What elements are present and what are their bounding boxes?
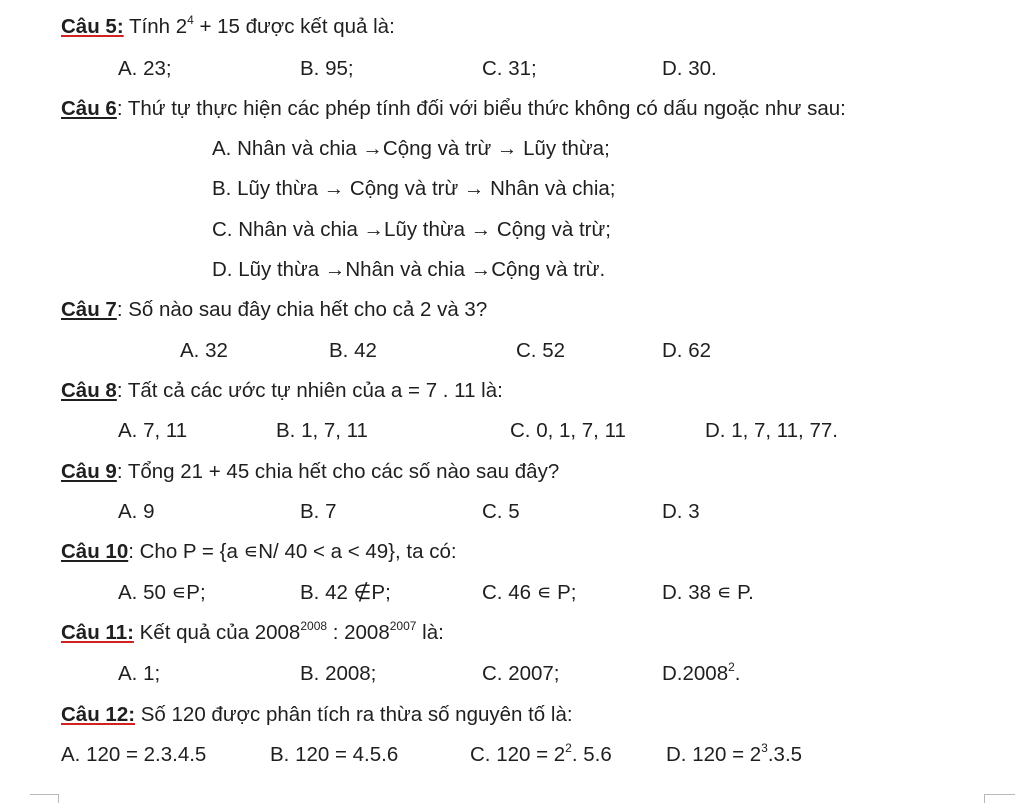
option-text: . 5.6 [571,743,612,766]
question-5 [61,15,395,39]
option-c: C. 5 [482,500,520,523]
option-d: D. 38 ∊ P. [662,581,754,604]
option-a: A. 9 [118,500,155,523]
option-c [470,743,612,767]
option-text: C. 120 = 2 [470,743,566,766]
option-c: C. 46 ∊ P; [482,581,577,604]
option-d: D. 3 [662,500,700,523]
option-a: A. 120 = 2.3.4.5 [61,743,207,766]
question-9 [61,460,559,484]
question-text: : Số nào sau đây chia hết cho cả 2 và 3? [116,298,488,321]
question-text: Số 120 được phân tích ra thừa số nguyên tố là: [135,703,573,726]
option-d [662,662,741,686]
exponent: 3 [761,741,768,755]
option-a: A. 32 [180,339,228,362]
question-label: Câu 10 [61,540,129,563]
option-b: B. 42 [329,339,377,362]
question-text: Kết quả của 2008 [133,621,301,644]
exponent: 2 [728,660,735,674]
question-7 [61,298,487,322]
option-c: C. Nhân và chia →Lũy thừa → Cộng và trừ; [212,218,611,241]
question-label: Câu 6 [61,97,117,120]
question-12 [61,703,573,727]
question-text: Tính 2 [123,15,188,38]
option-a: A. 50 ∊P; [118,581,206,604]
option-b: B. 7 [300,500,337,523]
question-11 [61,621,444,645]
option-a: A. 1; [118,662,161,685]
option-c: C. 31; [482,57,537,80]
crop-mark-left [30,794,59,803]
question-label: Câu 8 [61,379,117,402]
exponent: 2 [565,741,572,755]
option-a: A. 7, 11 [118,419,188,442]
crop-mark-right [984,794,1015,803]
option-text: .3.5 [767,743,803,766]
option-d: D. Lũy thừa →Nhân và chia →Cộng và trừ. [212,258,606,281]
option-a: A. Nhân và chia →Cộng và trừ → Lũy thừa; [212,137,610,160]
option-c: C. 0, 1, 7, 11 [510,419,626,442]
option-d: D. 62 [662,339,711,362]
option-d: D. 30. [662,57,717,80]
question-text: : Thứ tự thực hiện các phép tính đối với biểu thức không có dấu ngoặc như sau: [116,97,846,120]
option-b: B. 42 ∉P; [300,581,391,604]
option-a: A. 23; [118,57,172,80]
option-b: B. 95; [300,57,354,80]
question-8 [61,379,503,403]
question-text: + 15 được kết quả là: [193,15,395,38]
option-d: D. 1, 7, 11, 77. [705,419,838,442]
question-text: : Tất cả các ước tự nhiên của a = 7 . 11 là: [116,379,503,402]
option-c: C. 52 [516,339,565,362]
option-b: B. 120 = 4.5.6 [270,743,399,766]
question-10 [61,540,457,564]
question-text: : Tổng 21 + 45 chia hết cho các số nào sau đây? [116,460,560,483]
exponent: 2007 [389,619,417,633]
question-label: Câu 5: [61,15,124,38]
question-6 [61,97,846,121]
question-text: : 2008 [327,621,390,644]
option-text: . [734,662,741,685]
question-label: Câu 11: [61,621,134,644]
question-text: là: [416,621,444,644]
option-text: D.2008 [662,662,729,685]
option-c: C. 2007; [482,662,560,685]
option-b: B. 2008; [300,662,377,685]
option-text: D. 120 = 2 [666,743,762,766]
question-label: Câu 12: [61,703,136,726]
exponent: 4 [187,13,194,27]
option-b: B. Lũy thừa → Cộng và trừ → Nhân và chia; [212,177,616,200]
exponent: 2008 [300,619,328,633]
question-text: : Cho P = {a ∊N/ 40 < a < 49}, ta có: [128,540,457,563]
option-b: B. 1, 7, 11 [276,419,368,442]
question-label: Câu 7 [61,298,117,321]
question-label: Câu 9 [61,460,117,483]
option-d [666,743,802,767]
